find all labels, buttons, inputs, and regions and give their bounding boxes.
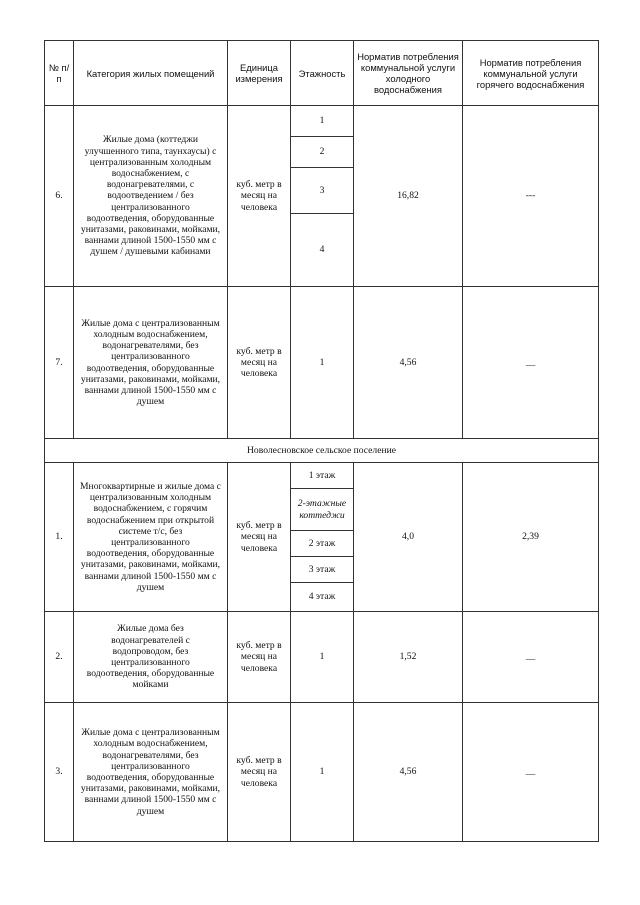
- row-hot-norm: ---: [463, 106, 599, 287]
- row-category: Жилые дома с централизованным холодным водоснабжением, водонагревателями, без централизованного водоотведения, оборудованные унитазами, раковинами, мойками, ваннами длиной 1500-1550 мм с душем: [74, 287, 228, 439]
- row-number: 6.: [45, 106, 74, 287]
- row-hot-norm: 2,39: [463, 463, 599, 612]
- row-number: 7.: [45, 287, 74, 439]
- row-unit: куб. метр в месяц на человека: [228, 106, 291, 287]
- row-unit: куб. метр в месяц на человека: [228, 612, 291, 703]
- header-num: № п/п: [45, 41, 74, 106]
- header-hot-water: Норматив потребления коммунальной услуги горячего водоснабжения: [463, 41, 599, 106]
- table-row: [45, 463, 599, 489]
- row-floor: 1: [291, 612, 354, 703]
- table-row: [45, 106, 599, 137]
- row-category: Жилые дома с централизованным холодным водоснабжением, водонагревателями, без централизованного водоотведения, оборудованные унитазами, раковинами, мойками, ваннами длиной 1500-1550 мм с душем: [74, 703, 228, 842]
- row-number: 2.: [45, 612, 74, 703]
- header-cold-water: Норматив потребления коммунальной услуги холодного водоснабжения: [354, 41, 463, 106]
- row-category: Жилые дома (коттеджи улучшенного типа, таунхаусы) с централизованным холодным водоснабжением, с водонагревателями, с водоотведением / без централизованного водоотведения, оборудованные унитазами, раковинами, мойками, ваннами длиной 1500-1550 мм с душем / душевыми кабинами: [74, 106, 228, 287]
- row-cold-norm: 16,82: [354, 106, 463, 287]
- header-floors: Этажность: [291, 41, 354, 106]
- table-row: [45, 703, 599, 842]
- row-floor: 2: [291, 137, 354, 168]
- row-cold-norm: 4,56: [354, 703, 463, 842]
- row-floor: 1: [291, 106, 354, 137]
- row-unit: куб. метр в месяц на человека: [228, 463, 291, 612]
- table-row: [45, 287, 599, 439]
- row-floor: 1: [291, 287, 354, 439]
- row-floor: 4: [291, 214, 354, 287]
- row-floor: 2 этаж: [291, 531, 354, 557]
- header-category: Категория жилых помещений: [74, 41, 228, 106]
- row-floor: 1: [291, 703, 354, 842]
- row-category: Жилые дома без водонагревателей с водопроводом, без централизованного водоотведения, оборудованные мойками: [74, 612, 228, 703]
- row-unit: куб. метр в месяц на человека: [228, 703, 291, 842]
- row-floor: 3 этаж: [291, 557, 354, 583]
- row-floor: 2-этажные коттеджи: [291, 489, 354, 531]
- row-floor: 1 этаж: [291, 463, 354, 489]
- section-title: Новолесновское сельское поселение: [45, 439, 599, 463]
- table-header-row: [45, 41, 599, 106]
- row-cold-norm: 4,56: [354, 287, 463, 439]
- row-number: 3.: [45, 703, 74, 842]
- row-floor: 4 этаж: [291, 583, 354, 612]
- row-cold-norm: 1,52: [354, 612, 463, 703]
- header-unit: Единица измерения: [228, 41, 291, 106]
- row-category: Многоквартирные и жилые дома с централизованным холодным водоснабжением, с горячим водоснабжением при открытой системе т/с, без централизованного водоотведения, оборудованные унитазами, раковинами, мойками, ваннами длиной 1500-1550 мм с душем: [74, 463, 228, 612]
- norms-table: [44, 40, 599, 842]
- row-number: 1.: [45, 463, 74, 612]
- row-cold-norm: 4,0: [354, 463, 463, 612]
- row-unit: куб. метр в месяц на человека: [228, 287, 291, 439]
- row-hot-norm: __: [463, 703, 599, 842]
- table-row: [45, 612, 599, 703]
- row-hot-norm: __: [463, 612, 599, 703]
- row-floor: 3: [291, 168, 354, 214]
- section-row: [45, 439, 599, 463]
- row-hot-norm: __: [463, 287, 599, 439]
